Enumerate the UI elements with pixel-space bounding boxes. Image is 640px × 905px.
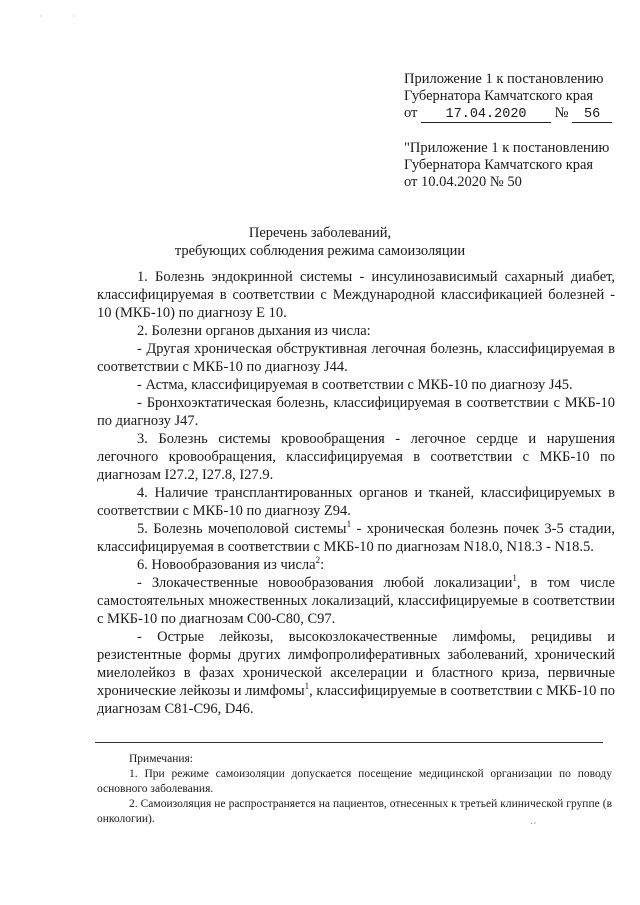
list-item-1: 1. Болезнь эндокринной системы - инсулинозависимый сахарный диабет, классифицируемая в соответствии с Международной классификацией болезней - 10 (МКБ-10) по диагнозу Е 10. [97, 269, 615, 321]
appendix-line: от 10.04.2020 № 50 [404, 174, 522, 190]
footnote-ref: 1 [346, 519, 352, 530]
note-2: 2. Самоизоляция не распространяется на пациентов, отнесенных к третьей клинической группе (в онкологии). [97, 798, 612, 825]
handwritten-date: 17.04.2020 [421, 108, 551, 123]
list-item-6b [97, 628, 615, 718]
footnote-ref: 1 [512, 573, 517, 584]
scan-specks: · · [40, 12, 90, 21]
list-item-4: 4. Наличие трансплантированных органов и тканей, классифицируемых в соответствии с МКБ-10 по диагнозу Z94. [97, 485, 615, 519]
footnote-ref: 2 [315, 555, 321, 566]
list-item-2a: - Другая хроническая обструктивная легочная болезнь, классифицируемая в соответствии с МКБ-10 по диагнозу J44. [97, 341, 615, 375]
item-text: 5. Болезнь мочеполовой системы [137, 521, 347, 537]
number-sign: № [554, 105, 569, 121]
item-text: - Острые лейкозы, высокозлокачественные лимфомы, рецидивы и резистентные формы других лимфопролиферативных заболеваний, хронический миелолейкоз в фазах хронической акселерации и бластного криза, первичные хронические лейкозы и лимфомы [97, 629, 615, 699]
list-item-6a [97, 574, 615, 628]
appendix-header-previous [404, 140, 619, 191]
footnote-separator [95, 742, 603, 743]
title-line: Перечень заболеваний, [248, 225, 392, 241]
item-text: - хроническая болезнь почек 3-5 стадии, классифицируемая в соответствии с МКБ-10 по диагнозам N18.0, N18.3 - N18.5. [97, 521, 615, 555]
from-label: от [404, 105, 418, 121]
note-1: 1. При режиме самоизоляции допускается посещение медицинской организации по поводу основного заболевания. [97, 768, 612, 795]
item-text: - Злокачественные новообразования любой локализации [137, 575, 513, 591]
appendix-line: Губернатора Камчатского края [404, 157, 594, 173]
list-item-2c: - Бронхоэктатическая болезнь, классифицируемая в соответствии с МКБ-10 по диагнозу J47. [97, 395, 615, 429]
footnote-ref: 1 [304, 681, 310, 692]
handwritten-number: 56 [572, 108, 612, 123]
appendix-line: Губернатора Камчатского края [404, 88, 594, 104]
list-item-6 [97, 556, 615, 574]
appendix-line: "Приложение 1 к постановлению [404, 140, 610, 156]
appendix-header-current [404, 71, 619, 123]
item-text: , в том числе самостоятельных множественных локализаций, классифицируемые в соответствии с МКБ-10 по диагнозам С00-С80, С97. [97, 575, 615, 627]
list-item-2: 2. Болезни органов дыхания из числа: [137, 323, 371, 339]
appendix-date-line [404, 105, 619, 123]
disease-list [97, 268, 615, 718]
item-text: , классифицируемые в соответствии с МКБ-10 по диагнозам С81-С96, D46. [97, 683, 615, 717]
list-item-2b: - Астма, классифицируемая в соответствии с МКБ-10 по диагнозу J45. [137, 377, 573, 393]
appendix-line: Приложение 1 к постановлению [404, 71, 604, 87]
item-text: 6. Новообразования из числа [137, 557, 316, 573]
document-title [0, 224, 640, 260]
item-text: : [320, 557, 325, 573]
title-line: требующих соблюдения режима самоизоляции [174, 243, 466, 259]
notes-section [97, 752, 612, 827]
list-item-3: 3. Болезнь системы кровообращения - легочное сердце и нарушения легочного кровообращения, классифицируемая в соответствии с МКБ-10 по диагнозам I27.2, I27.8, I27.9. [97, 431, 615, 483]
scan-mark: ˙ˊ [530, 822, 537, 833]
notes-heading: Примечания: [129, 753, 193, 765]
list-item-5 [97, 520, 615, 556]
